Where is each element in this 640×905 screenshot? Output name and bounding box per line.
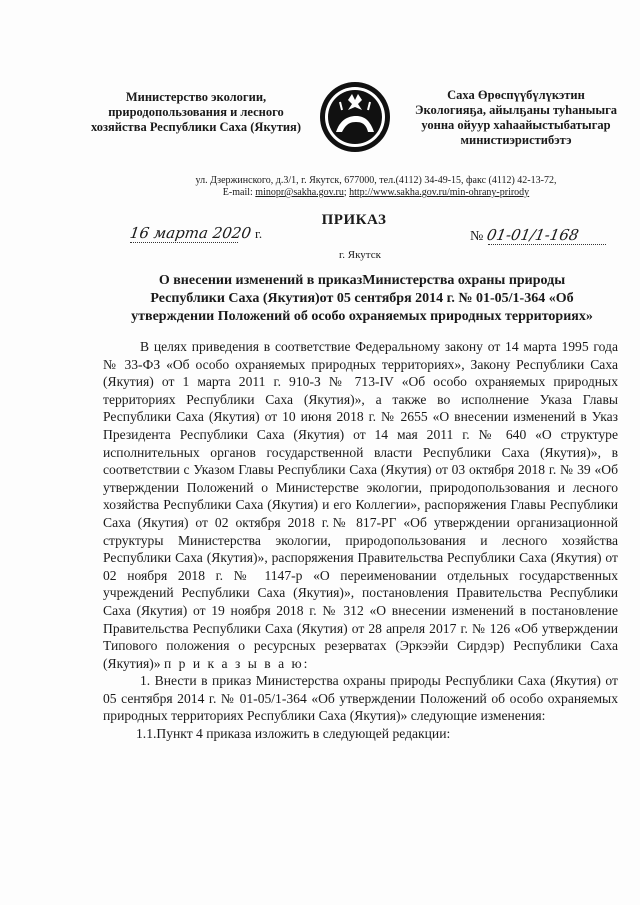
website-link[interactable]: http://www.sakha.gov.ru/min-ohrany-prirody <box>349 187 530 198</box>
number-underline <box>488 244 606 245</box>
order-verb: п р и к а з ы в а ю: <box>164 655 310 671</box>
ministry-name-russian <box>86 90 306 135</box>
address-block <box>146 175 606 199</box>
date-underline <box>130 242 238 243</box>
header-right-line: уонна ойуур хаһаайыстыбатыгар <box>421 118 611 132</box>
address-line: ул. Дзержинского, д.3/1, г. Якутск, 677000, тел.(4112) 34-49-15, факс (4112) 42-13-72, <box>195 175 557 186</box>
body-paragraph: 1. Внести в приказ Министерства охраны природы Республики Саха (Якутия) от 05 сентября 2014 г. № 01-05/1-364 «Об утверждении Положений об особо охраняемых природных территориях Республики Саха (Якутия)» следующие изменения: <box>103 673 618 724</box>
body-paragraph: 1.1.Пункт 4 приказа изложить в следующей редакции: <box>136 726 451 742</box>
header-right-line: министиэристибэтэ <box>460 133 572 147</box>
body-paragraph <box>103 338 618 672</box>
preamble-text: В целях приведения в соответствие Федеральному закону от 14 марта 1995 года № 33-ФЗ «Об особо охраняемых природных территориях», Закону Республики Саха (Якутия) от 1 марта 2011 г. 910-З № 713-IV «Об особо охраняемых природных территориях Республики Саха (Якутия)», а также во исполнение Указа Главы Республики Саха (Якутия) от 10 июня 2018 г. № 2655 «О внесении изменений в Указ Президента Республики Саха (Якутия) от 14 мая 2011 г. № 640 «О структуре исполнительных органов государственной власти Республики Саха (Якутия)», в соответствии с Указом Главы Республики Саха (Якутия) от 03 октября 2018 г. № 39 «Об утверждении Положений о Министерстве экологии, природопользования и лесного хозяйства Республики Саха (Якутия) и его Коллегии», распоряжения Главы Республики Саха (Якутия) от 02 октября 2018 г.№ 817-РГ «Об утверждении организационной структуры Министерства экологии, природопользования и лесного хозяйства Республики Саха (Якутия)», распоряжения Правительства Республики Саха (Якутия) от 02 ноября 2018 г. № 1147-р «О переименовании отдельных государственных учреждений Республики Саха (Якутия)», постановления Правительства Республики Саха (Якутия) от 19 ноября 2018 г. № 312 «О внесении изменений в постановление Правительства Республики Саха (Якутия) от 28 апреля 2017 г. № 126 «Об утверждении Типового положения о ресурсных резерватах (Эркээйи Сирдэр) Республики Саха (Якутия)» <box>103 339 618 671</box>
header-left-line: хозяйства Республики Саха (Якутия) <box>91 120 301 134</box>
header-right-line: Экологияҕа, айылҕаны туһаныыга <box>414 103 618 117</box>
header-left-line: природопользования и лесного <box>108 105 284 119</box>
contacts-line <box>146 187 606 199</box>
ministry-name-yakut <box>406 88 626 148</box>
email-link[interactable]: minopr@sakha.gov.ru <box>255 187 344 198</box>
email-label: E-mail: <box>222 187 256 198</box>
document-heading: О внесении изменений в приказМинистерства охраны природы Республики Саха (Якутия)от 05 сентября 2014 г. № 01-05/1-364 «Об утверждении Положений об особо охраняемых природных территориях» <box>131 273 593 324</box>
order-number <box>470 226 610 250</box>
header-left-line: Министерство экологии, <box>125 90 267 104</box>
document-body <box>103 338 618 743</box>
contacts-separator: ; <box>343 187 350 198</box>
order-city: г. Якутск <box>339 249 381 261</box>
header-right-line: Саха Өрөспүүбүлүкэтин <box>447 88 585 102</box>
handwritten-number: 01-01/1-168 <box>485 226 581 244</box>
order-title: ПРИКАЗ <box>321 212 387 228</box>
number-sign: № <box>470 229 484 244</box>
republic-emblem-icon <box>318 80 392 154</box>
handwritten-date: 16 марта 2020 <box>128 224 253 242</box>
date-suffix: г. <box>254 226 263 241</box>
order-date <box>130 224 290 248</box>
